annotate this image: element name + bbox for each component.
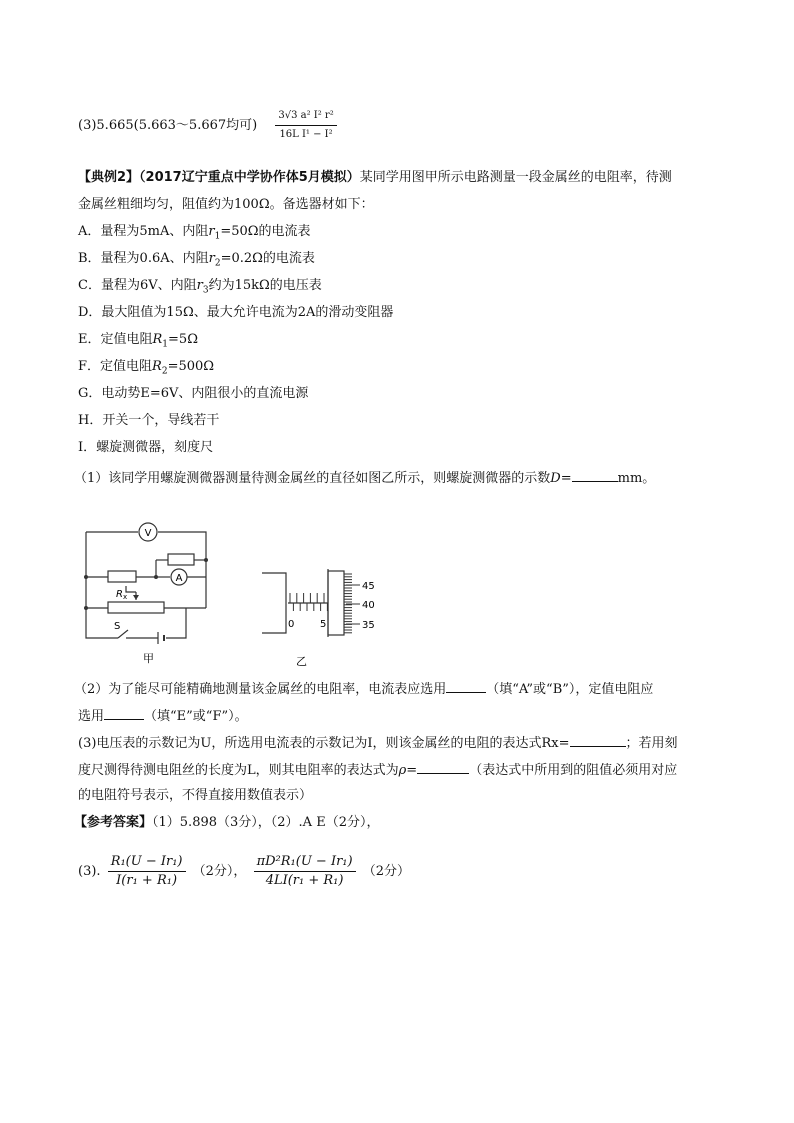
previous-answer-formula: $\frac{\text{3√3 a² I² r²}}{\text{16L I¹ − I²}}$ [275, 108, 336, 143]
question-2-cont: 选用 （填“E”或“F”）。 [78, 705, 248, 727]
previous-answer: (3)5.665(5.663～5.667均可) $\frac{\text{3√3 a² I² r²}}{\text{16L I¹ − I²}}$ [78, 108, 340, 143]
reference-answer: 【参考答案】（1）5.898（3分），（2）.A E（2分）， [74, 815, 380, 830]
question-3: (3)电压表的示数记为U，所选用电流表的示数记为I，则该金属丝的电阻的表达式Rx= ；若用刻 [78, 732, 678, 754]
equipment-option: A．量程为5mA、内阻$r_1=50\Omega$的电流表 [78, 224, 311, 242]
answer-blank-rho[interactable] [417, 759, 469, 774]
question-1: （1）该同学用螺旋测微器测量待测金属丝的直径如图乙所示，则螺旋测微器的示数D= mm。 [74, 467, 655, 489]
switch-label: S [114, 621, 121, 632]
sleeve-label-0: 0 [288, 619, 295, 630]
ammeter-label: A [175, 573, 183, 584]
equipment-option: D．最大阻值为15Ω、最大允许电流为2A的滑动变阻器 [78, 305, 394, 320]
equipment-option: B．量程为0.6A、内阻$r_2=0.2\Omega$的电流表 [78, 251, 315, 269]
rx-sub-label: x [123, 593, 128, 601]
answer-blank-d[interactable] [572, 467, 618, 482]
figure-yi-label: 乙 [296, 655, 307, 668]
answer-blank-resistor[interactable] [104, 705, 144, 720]
equipment-option: H．开关一个，导线若干 [78, 413, 220, 428]
question-3-cont: 度尺测得待测电阻丝的长度为L，则其电阻率的表达式为ρ= （表达式中所用到的阻值必须用对应 [78, 759, 677, 781]
thimble-label-40: 40 [362, 600, 375, 611]
figure-jia-label: 甲 [143, 652, 154, 665]
sleeve-label-5: 5 [320, 619, 327, 630]
voltmeter-label: V [144, 528, 152, 539]
rx-label: R [116, 589, 123, 600]
rx-formula: $\frac{\text{R₁(U − Ir₁)}}{\text{I(r₁ + R₁)}}$ [108, 854, 186, 889]
question-2: （2）为了能尽可能精确地测量该金属丝的电阻率，电流表应选用 （填“A”或“B”），定值电阻应 [74, 678, 653, 700]
equipment-option: F．定值电阻$R_2=500\Omega$ [78, 359, 215, 377]
thimble-label-45: 45 [362, 581, 375, 592]
rho-formula: $\frac{\text{πD²R₁(U − Ir₁)}}{\text{4LI(r₁ + R₁)}}$ [254, 854, 356, 889]
reference-answer-formulas: (3). $\frac{\text{R₁(U − Ir₁)}}{\text{I(r₁ + R₁)}}$ （2分）， $\frac{\text{πD²R₁(U − Ir₁)}}{\text{4LI(r₁ + R₁)}}$ （2分） [78, 854, 410, 888]
equipment-option: I．螺旋测微器，刻度尺 [78, 440, 214, 455]
problem-intro: 金属丝粗细均匀，阻值约为100Ω。备选器材如下： [78, 197, 374, 212]
equipment-option: E．定值电阻$R_1=5\Omega$ [78, 332, 198, 350]
answer-blank-rx[interactable] [570, 732, 626, 747]
thimble-label-35: 35 [362, 620, 375, 631]
figure-circuit [78, 520, 218, 670]
question-3-note: 的电阻符号表示，不得直接用数值表示） [78, 788, 313, 803]
figure-micrometer [258, 565, 388, 670]
equipment-option: G．电动势E=6V、内阻很小的直流电源 [78, 386, 309, 401]
equipment-option: C．量程为6V、内阻$r_3$约为15kΩ的电压表 [78, 278, 322, 296]
answer-blank-ammeter[interactable] [446, 678, 486, 693]
problem-heading: 【典例2】（2017辽宁重点中学协作体5月模拟）某同学用图甲所示电路测量一段金属丝的电阻率，待测 [78, 170, 672, 185]
